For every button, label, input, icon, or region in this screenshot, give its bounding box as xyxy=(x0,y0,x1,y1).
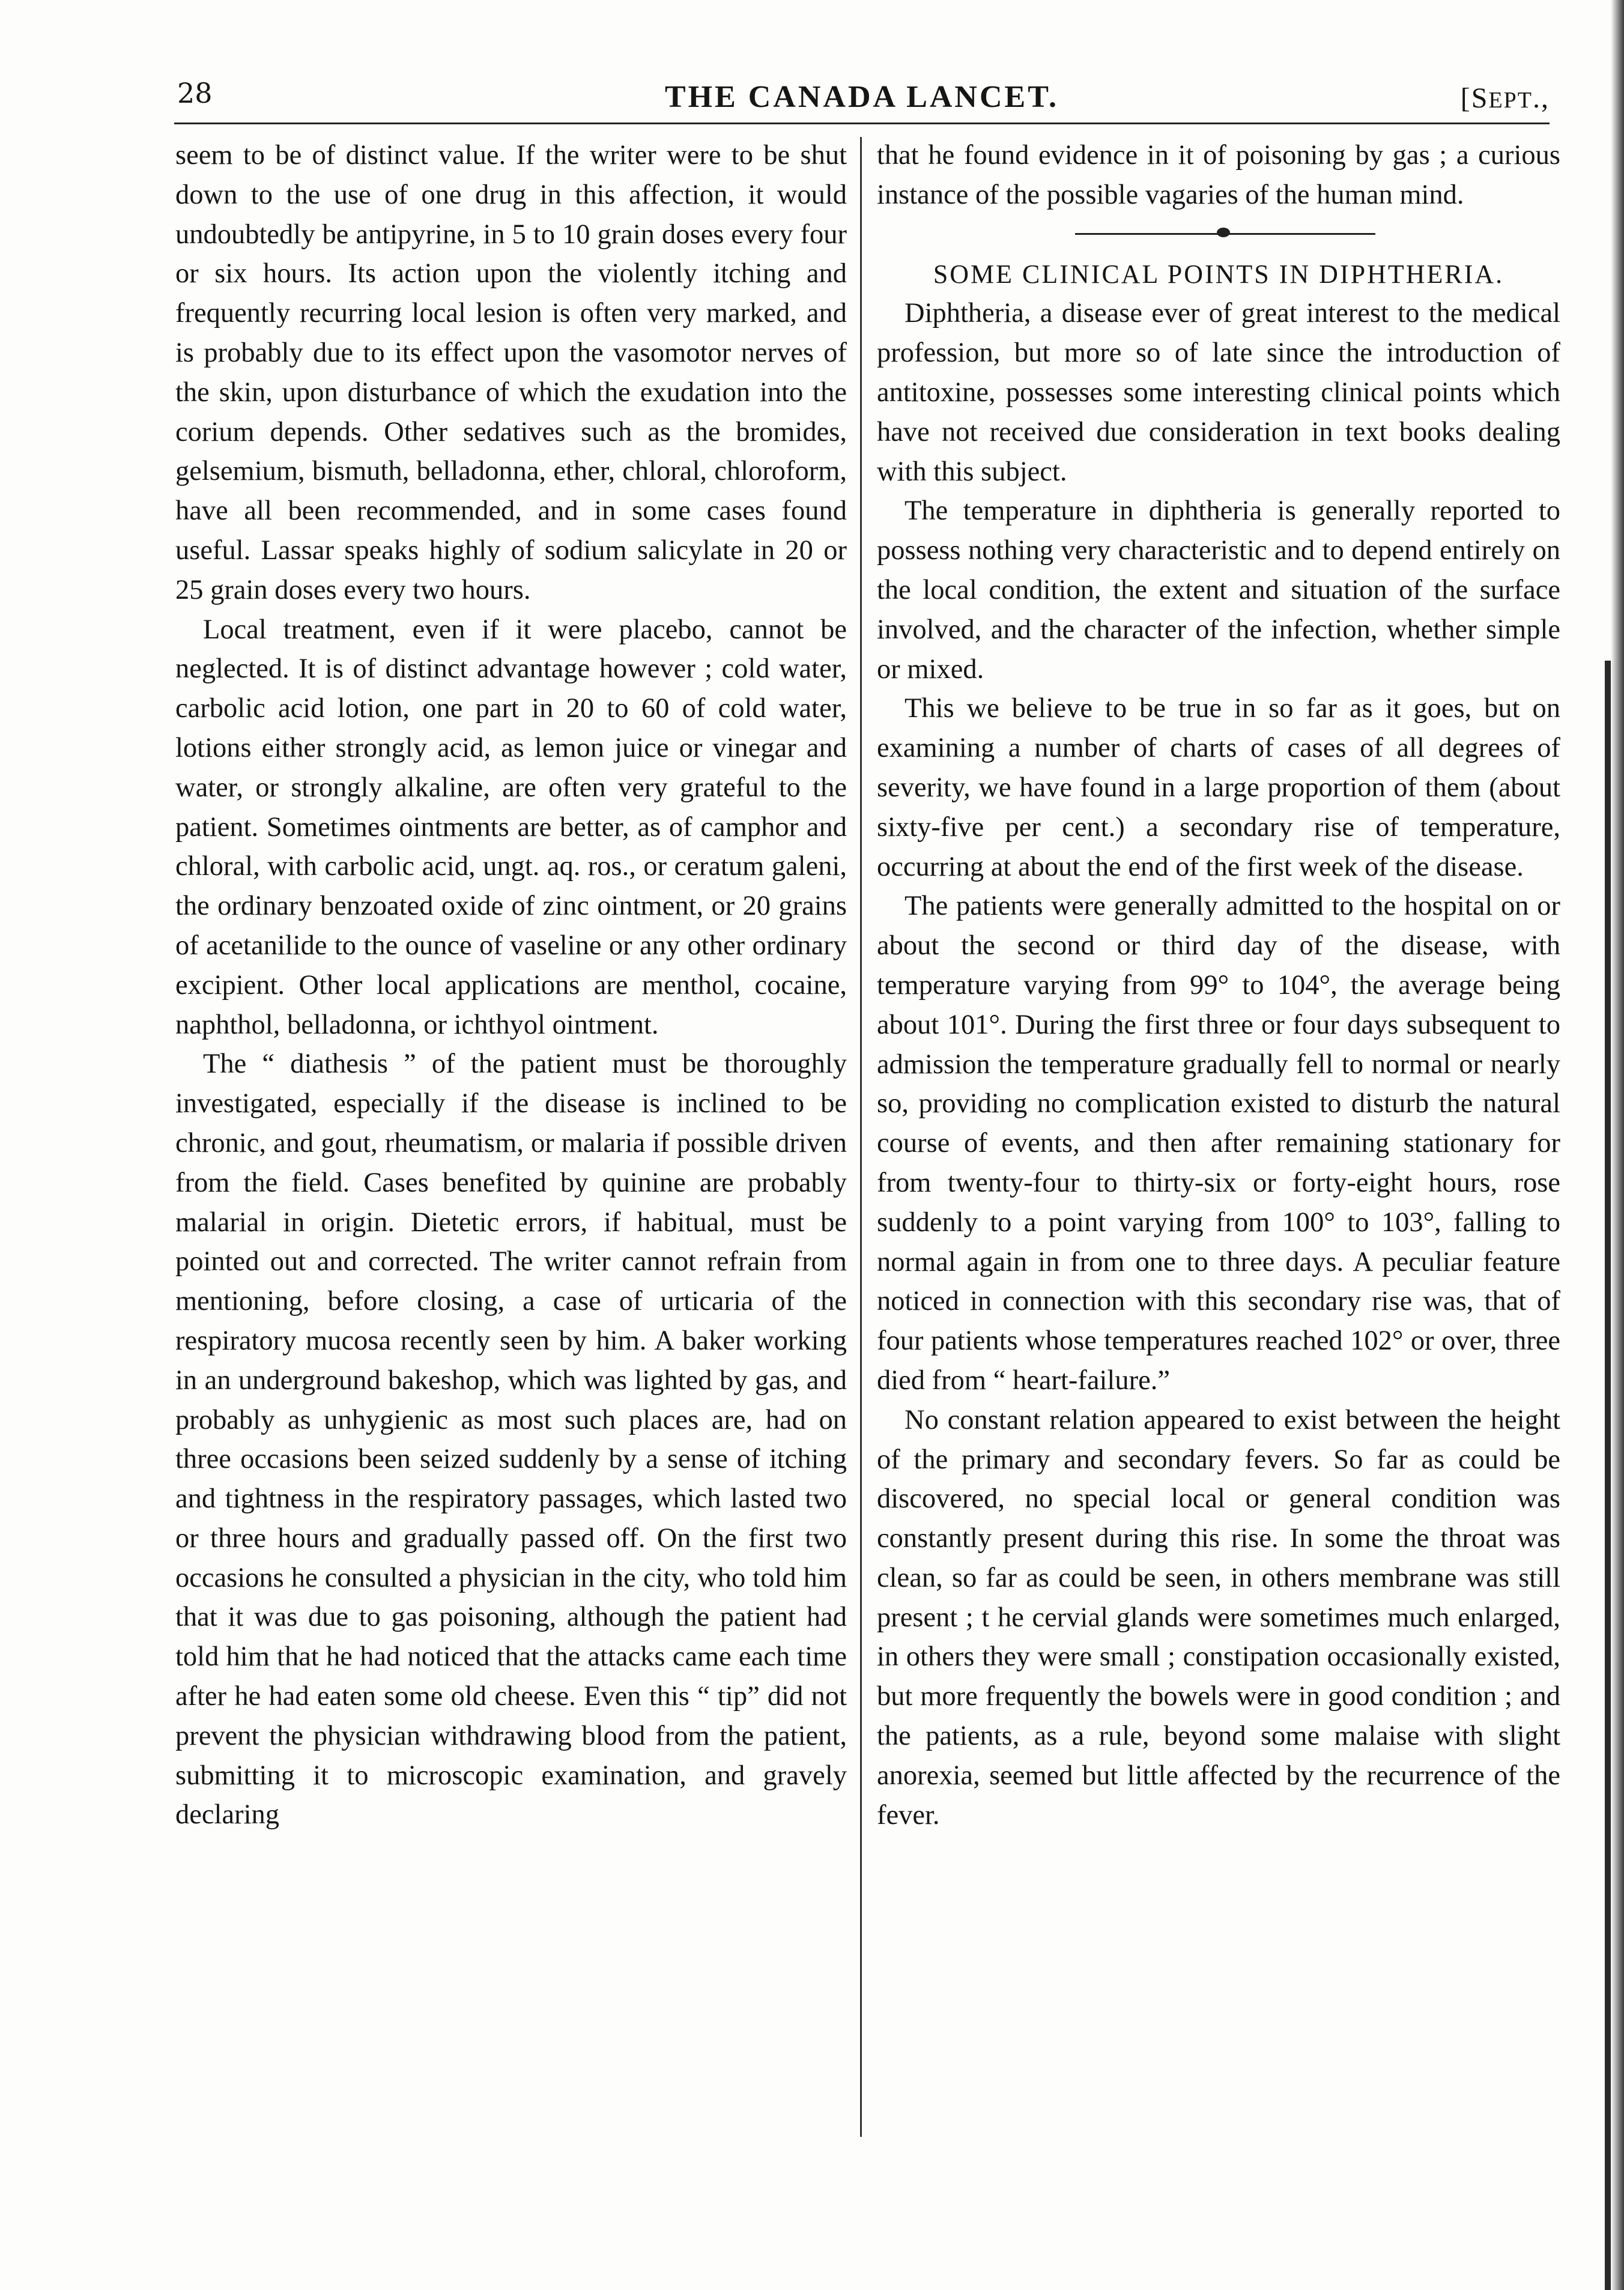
running-header xyxy=(174,77,1550,125)
journal-title: THE CANADA LANCET. xyxy=(664,80,1059,114)
section-separator-ornament xyxy=(877,215,1560,255)
right-column xyxy=(877,136,1560,1835)
paragraph: The temperature in diphtheria is generally reported to possess nothing very characteristic and to depend entirely on the local condition, the extent and situation of the surface involved, and the character of the infection, whether simple or mixed. xyxy=(877,495,1560,685)
paragraph-continuation: that he found evidence in it of poisoning by gas ; a curious instance of the possible vagaries of the human mind. xyxy=(877,140,1560,210)
paragraph: No constant relation appeared to exist between the height of the primary and secondary fevers. So far as could be discovered, no special local or general condition was constantly present during this rise. In some the throat was clean, so far as could be seen, in others membrane was still present ; t he cervial glands were sometimes much enlarged, in others they were small ; constipation occasionally existed, but more frequently the bowels were in good condition ; and the patients, as a rule, beyond some malaise with slight anorexia, seemed but little affected by the recurrence of the fever. xyxy=(877,1404,1560,1831)
paragraph: Local treatment, even if it were placebo, cannot be neglected. It is of distinct advantage however ; cold water, carbolic acid lotion, one part in 20 to 60 of cold water, lotions either strongly acid, as lemon juice or vinegar and water, or strongly alkaline, are often very grateful to the patient. Sometimes ointments are better, as of camphor and chloral, with carbolic acid, ungt. aq. ros., or ceratum galeni, the ordinary benzoated oxide of zinc ointment, or 20 grains of acetanilide to the ounce of vaseline or any other ordinary excipient. Other local applications are menthol, cocaine, naphthol, belladonna, or ichthyol ointment. xyxy=(175,614,847,1040)
issue-month-open: [S xyxy=(1460,82,1489,114)
article-heading: SOME CLINICAL POINTS IN DIPHTHERIA. xyxy=(933,259,1504,289)
paragraph: This we believe to be true in so far as it goes, but on examining a number of charts of cases of all degrees of severity, we have found in a large proportion of them (about sixty-five per cent.) a secondary rise of temperature, occurring at about the end of the first week of the disease. xyxy=(877,693,1560,882)
paragraph: The “ diathesis ” of the patient must be thoroughly investigated, especially if the disease is inclined to be chronic, and gout, rheumatism, or malaria if possible driven from the field. Cases benefited by quinine are probably malarial in origin. Dietetic errors, if habitual, must be pointed out and corrected. The writer cannot refrain from mentioning, before closing, a case of urticaria of the respiratory mucosa recently seen by him. A baker working in an underground bakeshop, which was lighted by gas, and probably as unhygienic as most such places are, had on three occasions been seized suddenly by a sense of itching and tightness in the respiratory passages, which lasted two or three hours and gradually passed off. On the first two occasions he consulted a physician in the city, who told him that it was due to gas poisoning, although the patient had told him that he had noticed that the attacks came each time after he had eaten some old cheese. Even this “ tip” did not prevent the physician withdrawing blood from the patient, submitting it to microscopic examination, and gravely declaring xyxy=(175,1049,847,1831)
header-rule xyxy=(174,123,1550,124)
page-number: 28 xyxy=(177,77,213,109)
issue-month-close: ., xyxy=(1533,82,1550,114)
separator-dot xyxy=(1217,228,1230,237)
issue-month xyxy=(1461,82,1550,115)
paragraph: seem to be of distinct value. If the writer were to be shut down to the use of one drug in this affection, it would undoubtedly be antipyrine, in 5 to 10 grain doses every four or six hours. Its action upon the violently itching and frequently recurring local lesion is often very marked, and is probably due to its effect upon the vasomotor nerves of the skin, upon disturbance of which the exudation into the corium depends. Other sedatives such as the bromides, gelsemium, bismuth, belladonna, ether, chloral, chloroform, have all been recommended, and in some cases found useful. Lassar speaks highly of sodium salicylate in 20 or 25 grain doses every two hours. xyxy=(175,140,847,605)
left-column xyxy=(175,136,847,1835)
scan-binding-edge xyxy=(1605,661,1611,2290)
paragraph: Diphtheria, a disease ever of great interest to the medical profession, but more so of late since the introduction of antitoxine, possesses some interesting clinical points which have not received due consideration in text books dealing with this subject. xyxy=(877,298,1560,487)
issue-month-rest: EPT xyxy=(1488,88,1533,113)
column-divider xyxy=(860,137,862,2137)
paragraph: The patients were generally admitted to the hospital on or about the second or third day of the disease, with temperature varying from 99° to 104°, the average being about 101°. During the first three or four days subsequent to admission the temperature gradually fell to normal or nearly so, providing no complication existed to disturb the natural course of events, and then after remaining stationary for from twenty-four to thirty-six or forty-eight hours, rose suddenly to a point varying from 100° to 103°, falling to normal again in from one to three days. A peculiar feature noticed in connection with this secondary rise was, that of four patients whose temperatures reached 102° or over, three died from “ heart-failure.” xyxy=(877,891,1560,1396)
scan-edge-shadow xyxy=(1611,0,1624,2290)
